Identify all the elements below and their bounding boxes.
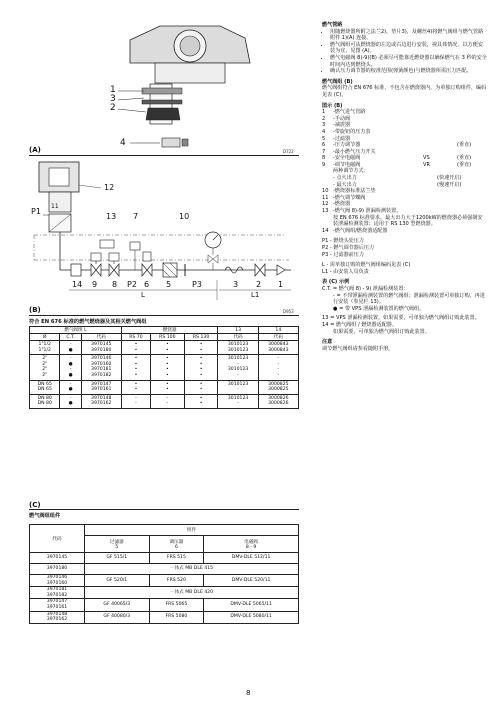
callout-2b: 2: [256, 280, 262, 289]
burner-flange-drawing: [100, 18, 300, 158]
table1-body: [30, 341, 299, 409]
table-c-example-title: 表 (C) 示例: [322, 279, 350, 286]
l-list: [322, 262, 487, 275]
setting-2: - 最大出力 (慢速开启): [333, 181, 462, 188]
page-number: 8: [246, 689, 251, 697]
th-rs130: RS 130: [184, 334, 218, 341]
p2-line: P2 - 燃气调节器后压力: [322, 245, 375, 251]
th-code-14: 代码: [258, 334, 298, 341]
table1-cell-rs100: • •: [150, 341, 184, 355]
group-text: 燃气阀组符合 EN 676 标准，不包含在燃烧器内，为单独订购组件，编码见表 (C)。: [322, 85, 487, 98]
callout-2: 2: [110, 103, 116, 113]
th-rs100: RS 100: [150, 334, 184, 341]
table1-cell-code: 3970148 3970162: [81, 394, 121, 408]
table1-cell-c13: 3010123 - 3010123 -: [218, 355, 258, 380]
table2-row: [30, 564, 299, 575]
callout-13: 13: [106, 212, 117, 221]
callout-4: 4: [120, 138, 126, 148]
pipe-bullet: • 确认压力调节器的校准范围(弹簧颜色)与燃烧器所需压力匹配。: [330, 68, 487, 75]
table1-row: [30, 380, 299, 394]
table1-cell-c13: 3010123 -: [218, 380, 258, 394]
legend-item: 4 -带旋钮的压力表: [322, 128, 371, 135]
th-rs70: RS 70: [121, 334, 150, 341]
table2-cell-codes: 3970180: [30, 564, 85, 575]
legend-item: 1 -燃气进气管路: [322, 109, 366, 116]
figure-a-code: D722: [283, 149, 294, 154]
table2-cell-valve: DMV-DLE 5065/11: [204, 599, 299, 611]
pipe-bullet: • 燃气电磁阀 8)-9)(B) 必须尽可能靠近燃烧器以确保燃气在 3 秒的安全时间内达到燃烧头。: [330, 55, 487, 68]
legend-list-2: [322, 188, 487, 214]
table1-cell-rs130: • • • •: [184, 355, 218, 380]
table2-cell-valve: DMV-DLE 520/11: [204, 575, 299, 587]
figure-a-label: (A): [29, 146, 41, 154]
l1-line: L1 - 由安装人员负责: [322, 268, 369, 275]
callout-6: 6: [144, 280, 150, 289]
table1-cell-rs100: • • • •: [150, 355, 184, 380]
th-dia: Ø: [30, 334, 60, 341]
callout-9: 9: [92, 280, 98, 289]
table1-cell-c13: 3010123 3010123: [218, 341, 258, 355]
callout-3b: 3: [233, 280, 239, 289]
l-line: L - 需单独订购的燃气阀组编码见表 (C): [322, 262, 411, 269]
legend-item: 10 -燃烧器标准法兰垫: [322, 188, 376, 195]
figure-b-divider: [29, 315, 299, 316]
legend-item: 11 -燃气调节蝶阀: [322, 194, 366, 201]
th2-valve: 电磁阀 8 - 9: [204, 536, 299, 553]
table2-cell-regulator: FRS 5065: [149, 599, 204, 611]
table1-row: [30, 394, 299, 408]
legend-list: [322, 109, 487, 168]
table1-title: 符合 EN 676 标准的燃气燃烧器及其相关燃气阀组: [29, 319, 147, 325]
th-code-13: 代码: [218, 334, 258, 341]
legend-item: 5 -过滤器: [322, 135, 351, 142]
table2-cell-codes: 3970146 3970160: [30, 575, 85, 587]
note-title: 注意: [322, 339, 333, 346]
table2-row: [30, 575, 299, 587]
legend-item: 9 -调节电磁阀 VR (垂直): [322, 161, 472, 168]
callout-11: 11: [51, 203, 59, 210]
callout-3: 3: [110, 94, 116, 104]
table1-cell-ct: - ●: [60, 380, 81, 394]
th-code: 代码: [81, 334, 121, 341]
table1-row: [30, 341, 299, 355]
table1-cell-rs70: • •: [121, 341, 150, 355]
item13-note: 按 EN 676 标准要求，最大出力大于1200kW的燃烧器必须强制安装泄漏检测装置；适用于 RS 130 型燃烧器。: [333, 214, 483, 228]
th2-code: 代码: [30, 525, 85, 553]
table1-cell-ct: - ● - ●: [60, 355, 81, 380]
pipe-bullet: • 燃气阀组可从燃烧器的左边或右边进行安装，视具体情况，以方便安装为宜，见图 (A)。: [330, 42, 487, 55]
table2-row: [30, 611, 299, 623]
table1-row: [30, 355, 299, 380]
p1-line: P1 - 燃烧头处压力: [322, 238, 364, 245]
table2-cell-regulator: FRS 515: [149, 553, 204, 564]
table1-cell-code: 3970145 3970180: [81, 341, 121, 355]
th2-filter: 过滤器 5: [85, 536, 150, 553]
dimension-l1: L1: [251, 291, 260, 299]
legend-item: 3 -减震器: [322, 122, 351, 129]
legend-item: 14 -燃气阀组/燃烧器适配器: [322, 227, 388, 234]
table2-row: [30, 587, 299, 599]
table2-cell-filter: GF 40080/3: [85, 611, 150, 623]
table2-cell-codes: 3970147 3970161: [30, 599, 85, 611]
figure-b-label: (B): [29, 306, 41, 314]
callout-10: 10: [179, 212, 190, 221]
legend-list-3: [322, 228, 487, 235]
pipe-bullet: • 用随燃烧器所附之法兰2)，垫片3)，及螺丝4)将燃气阀组与燃气管路附件 1)(A) 连接。: [330, 29, 487, 42]
table2-cell-regulator: FRS 520: [149, 575, 204, 587]
th-14: 14: [258, 327, 298, 334]
table1-cell-dia: 2" 2" 2" 2": [30, 355, 60, 380]
table-c-label: (C): [29, 501, 41, 509]
table2-cell-filter: GF 40065/3: [85, 599, 150, 611]
callout-p1: P1: [31, 207, 41, 216]
table1-cell-rs70: • • • •: [121, 355, 150, 380]
legend-item: 13 -燃气阀 8)-9) 泄漏检测装置。: [322, 208, 402, 215]
table1: [29, 326, 299, 409]
th-ct: C.T.: [60, 334, 81, 341]
table1-cell-dia: 1"1/2 1"1/2: [30, 341, 60, 355]
two-settings: 两种调节方式：: [333, 168, 369, 175]
legend-item: 8 -安全电磁阀 VS (垂直): [322, 155, 472, 162]
legend-item: 2 -手动阀: [322, 115, 351, 122]
table1-cell-rs130: • •: [184, 380, 218, 394]
table1-cell-rs70: • •: [121, 380, 150, 394]
ct-dash: - = 不带泄漏检测装置的燃气阀组；泄漏检测装置可单独订购，再进行安装（参见栏 13)。: [333, 292, 485, 306]
table1-cell-dia: DN 65 DN 65: [30, 380, 60, 394]
callout-1: 1: [110, 85, 116, 95]
table1-cell-c14: 3000826 3000826: [258, 394, 298, 408]
callout-8: 8: [112, 280, 118, 289]
callout-12: 12: [104, 183, 115, 192]
table2-row: [30, 599, 299, 611]
table1-cell-c14: 3000843 3000843: [258, 341, 298, 355]
figure-b: [29, 160, 299, 310]
th2-regulator: 调压器 6: [149, 536, 204, 553]
ct-title: C.T. = 燃气阀 8) - 9) 泄漏检测装置：: [322, 285, 409, 292]
table1-cell-c14: - - - -: [258, 355, 298, 380]
legend-title: 图示 (B): [322, 102, 343, 109]
table2-cell-codes: 3970148 3970162: [30, 611, 85, 623]
table1-cell-rs70: - -: [121, 394, 150, 408]
th2-group: 组件: [85, 525, 299, 536]
pipe-title: 燃气管路: [322, 22, 343, 28]
callout-7: 7: [133, 212, 139, 221]
dimension-l: L: [141, 291, 145, 299]
table1-cell-code: 3970146 3970160 3970181 3970182: [81, 355, 121, 380]
c13-title: 13 = VPS 泄漏检测装置。如果需要，可单独为燃气阀组订购此装置。: [322, 315, 480, 322]
table-c-divider: [29, 509, 299, 510]
right-column: [322, 22, 487, 352]
table1-cell-dia: DN 80 DN 80: [30, 394, 60, 408]
table2-title: 燃气阀组组件: [29, 513, 61, 519]
table2-cell-merged: 一体式 MB DLE 420: [85, 587, 299, 599]
table2-cell-merged: 一体式 MB DLE 415: [85, 564, 299, 575]
ct-dot: ● = 带 VPS 泄漏检测装置的燃气阀组。: [333, 305, 425, 312]
table1-cell-code: 3970147 3970161: [81, 380, 121, 394]
table1-cell-rs100: • •: [150, 380, 184, 394]
th-gas-group: 燃气阀组 L: [30, 327, 122, 334]
table1-cell-c14: 3000825 3000825: [258, 380, 298, 394]
figure-a-divider: [29, 155, 299, 156]
table2-row: [30, 553, 299, 564]
table1-cell-rs100: - -: [150, 394, 184, 408]
table2-cell-codes: 3970145: [30, 553, 85, 564]
callout-p2: P2: [127, 280, 137, 289]
table2: [29, 524, 299, 624]
table1-cell-rs130: • •: [184, 394, 218, 408]
figure-b-code: D953: [283, 309, 294, 314]
table2-cell-valve: DMV-DLE 512/11: [204, 553, 299, 564]
group-title: 燃气阀组 (B): [322, 78, 353, 85]
th-burner: 燃烧器: [121, 327, 218, 334]
callout-14: 14: [72, 280, 83, 289]
legend-item: 7 -最小燃气压力开关: [322, 148, 376, 155]
figure-a: [100, 18, 300, 158]
callout-1b: 1: [278, 280, 284, 289]
legend-item: 12 -燃烧器: [322, 201, 351, 208]
c14-note: 如果需要，可单独为燃气阀组订购此装置。: [333, 328, 430, 335]
p-list: [322, 238, 487, 258]
table2-cell-filter: GF 520/1: [85, 575, 150, 587]
table2-cell-codes: 3970181 3970182: [30, 587, 85, 599]
c14-title: 14 = 燃气阀组 / 燃烧器适配器。: [322, 321, 397, 328]
callout-p3: P3: [192, 280, 202, 289]
callout-5: 5: [166, 280, 172, 289]
table1-cell-rs130: • •: [184, 341, 218, 355]
pipe-bullets: [322, 29, 487, 75]
th-13: 13: [218, 327, 258, 334]
p3-line: P3 - 过滤器前压力: [322, 251, 364, 258]
setting-1: - 点火出力 (快速开启): [333, 175, 462, 182]
table1-cell-ct: - ●: [60, 341, 81, 355]
table2-cell-filter: GF 515/1: [85, 553, 150, 564]
table2-cell-regulator: FRS 5080: [149, 611, 204, 623]
table2-body: [30, 553, 299, 624]
table1-cell-c13: 3010123 -: [218, 394, 258, 408]
note-text: 调节燃气阀组请参看随附手册。: [322, 345, 394, 352]
table1-cell-ct: - ●: [60, 394, 81, 408]
table2-cell-valve: DMV-DLE 5080/11: [204, 611, 299, 623]
legend-item: 6 -压力调节器 (垂直): [322, 142, 472, 149]
